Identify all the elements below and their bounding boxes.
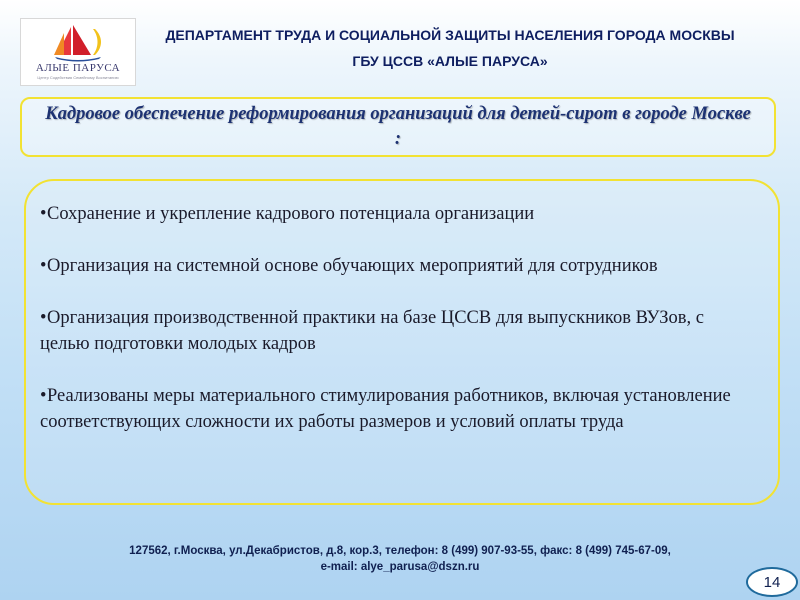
list-item-text: Сохранение и укрепление кадрового потенциала организации <box>47 204 535 224</box>
sailboat-icon <box>51 23 105 63</box>
slide-title: Кадровое обеспечение реформирования организаций для детей-сирот в городе Москве : <box>45 104 751 149</box>
organization-header: ГБУ ЦССВ «АЛЫЕ ПАРУСА» <box>352 53 548 69</box>
footer-email: e-mail: alye_parusa@dszn.ru <box>320 561 480 573</box>
page-number-badge <box>746 567 798 597</box>
logo <box>20 18 136 86</box>
bullet-marker: • <box>40 386 47 406</box>
list-item-text: Реализованы меры материального стимулирования работников, включая установление соответствующих сложности их работы размеров и условий оплаты труда <box>40 386 731 432</box>
bullet-marker: • <box>40 204 47 224</box>
bullet-marker: • <box>40 256 47 276</box>
page-number: 14 <box>763 573 781 591</box>
list-item <box>40 253 756 279</box>
list-item <box>40 383 756 435</box>
bullet-marker: • <box>40 308 47 328</box>
list-item <box>40 305 756 357</box>
footer-address: 127562, г.Москва, ул.Декабристов, д.8, кор.3, телефон: 8 (499) 907-93-55, факс: 8 (499) 745-67-09, <box>129 545 671 557</box>
logo-subtitle: Центр Содействия Семейному Воспитанию <box>37 75 119 80</box>
content-box <box>24 179 780 505</box>
department-header: ДЕПАРТАМЕНТ ТРУДА И СОЦИАЛЬНОЙ ЗАЩИТЫ НАСЕЛЕНИЯ ГОРОДА МОСКВЫ <box>165 27 735 43</box>
list-item-text: Организация на системной основе обучающих мероприятий для сотрудников <box>47 256 658 276</box>
list-item <box>40 201 756 227</box>
logo-name: АЛЫЕ ПАРУСА <box>35 62 121 74</box>
slide-title-box <box>20 97 776 157</box>
list-item-text: Организация производственной практики на базе ЦССВ для выпускников ВУЗов, с целью подготовки молодых кадров <box>40 308 704 354</box>
